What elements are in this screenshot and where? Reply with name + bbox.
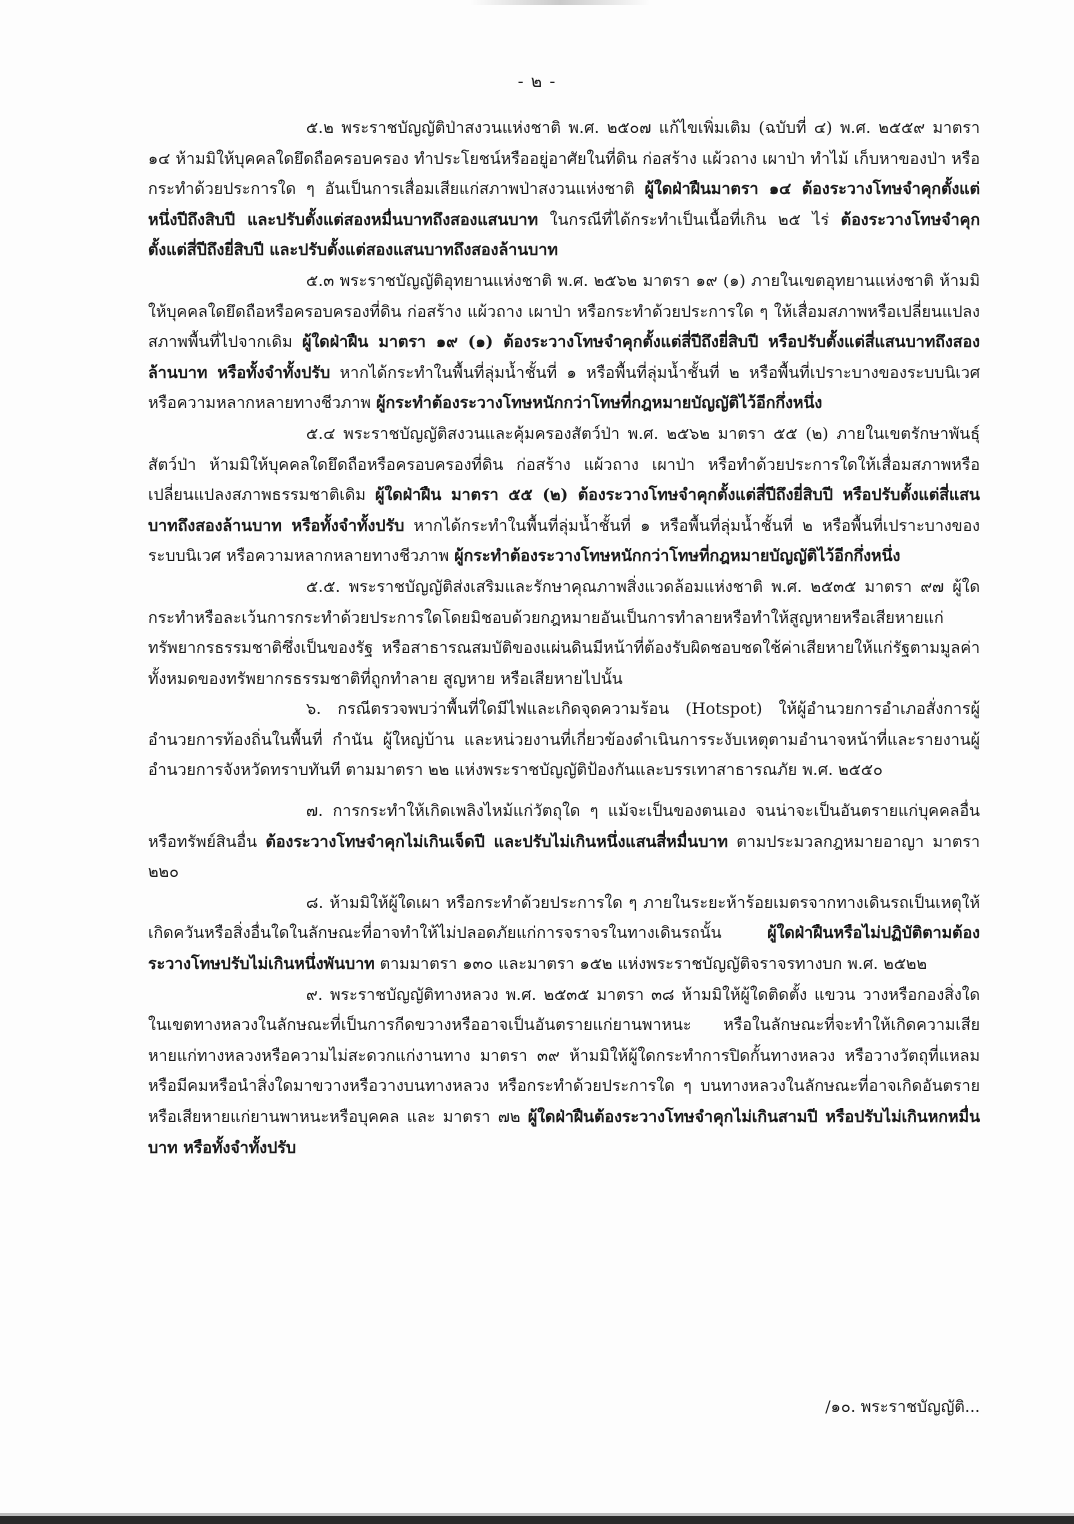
- paragraph-text: ตามมาตรา ๑๓๐ และมาตรา ๑๕๒ แห่งพระราชบัญญัติจราจรทางบก พ.ศ. ๒๕๒๒: [374, 954, 928, 974]
- page-number: - ๒ -: [517, 72, 557, 92]
- paragraph-text: ๕.๓ พระราชบัญญัติอุทยานแห่งชาติ พ.ศ. ๒๕๖๒ มาตรา ๑๙ (๑) ภายในเขตอุทยานแห่งชาติ ห้ามมิให้บุคคลใดยึดถือหรือครอบครองที่ดิน ก่อสร้าง แผ้วถาง เผาป่า หรือกระทำด้วยประการใด ๆ ให้เสื่อมสภาพหรือเปลี่ยนแปลงสภาพพื้นที่ไปจากเดิม: [148, 270, 980, 352]
- bold-penalty-text: ผู้ใดฝ่าฝืนหรือไม่ปฏิบัติตามต้องระวางโทษปรับไม่เกินหนึ่งพันบาท: [148, 923, 980, 974]
- bold-penalty-text: ผู้กระทำต้องระวางโทษหนักกว่าโทษที่กฎหมายบัญญัติไว้อีกกึ่งหนึ่ง: [454, 546, 901, 566]
- paragraph-5-5: [148, 572, 980, 694]
- bold-penalty-text: ผู้กระทำต้องระวางโทษหนักกว่าโทษที่กฎหมายบัญญัติไว้อีกกึ่งหนึ่ง: [376, 393, 823, 413]
- paragraph-text: ๕.๕. พระราชบัญญัติส่งเสริมและรักษาคุณภาพสิ่งแวดล้อมแห่งชาติ พ.ศ. ๒๕๓๕ มาตรา ๙๗ ผู้ใดกระทำหรือละเว้นการกระทำด้วยประการใดโดยมิชอบด้วยกฎหมายอันเป็นการทำลายหรือทำให้สูญหายหรือเสียหายแก่ทรัพยากรธรรมชาติซึ่งเป็นของรัฐ หรือสาธารณสมบัติของแผ่นดินมีหน้าที่ต้องรับผิดชอบชดใช้ค่าเสียหายให้แก่รัฐตามมูลค่าทั้งหมดของทรัพยากรธรรมชาติที่ถูกทำลาย สูญหาย หรือเสียหายไปนั้น: [148, 576, 980, 688]
- paragraph-9: [148, 980, 980, 1164]
- paragraph-text: ๕.๔ พระราชบัญญัติสงวนและคุ้มครองสัตว์ป่า พ.ศ. ๒๕๖๒ มาตรา ๕๕ (๒) ภายในเขตรักษาพันธุ์สัตว์ป่า ห้ามมิให้บุคคลใดยึดถือหรือครอบครองที่ดิน ก่อสร้าง แผ้วถาง เผาป่า หรือทำด้วยประการใดให้เสื่อมสภาพหรือเปลี่ยนแปลงสภาพธรรมชาติเดิม: [148, 423, 980, 505]
- paragraph-5-4: [148, 419, 980, 572]
- document-body: [148, 113, 980, 1163]
- paragraph-text: หากได้กระทำในพื้นที่ลุ่มน้ำชั้นที่ ๑ หรือพื้นที่ลุ่มน้ำชั้นที่ ๒ หรือพื้นที่เปราะบางของระบบนิเวศ หรือความหลากหลายทางชีวภาพ: [148, 515, 980, 566]
- paragraph-text: ในกรณีที่ได้กระทำเป็นเนื้อที่เกิน ๒๕ ไร่: [538, 209, 841, 229]
- paragraph-text: หากได้กระทำในพื้นที่ลุ่มน้ำชั้นที่ ๑ หรือพื้นที่ลุ่มน้ำชั้นที่ ๒ หรือพื้นที่เปราะบางของระบบนิเวศ หรือความหลากหลายทางชีวภาพ: [148, 362, 980, 413]
- scan-artifact: [470, 0, 650, 5]
- scan-edge: [0, 1516, 1074, 1524]
- paragraph-8: [148, 888, 980, 980]
- bold-penalty-text: ผู้ใดฝ่าฝืน มาตรา ๕๕ (๒) ต้องระวางโทษจำคุกตั้งแต่สี่ปีถึงยี่สิบปี หรือปรับตั้งแต่สี่แสนบาทถึงสองล้านบาท หรือทั้งจำทั้งปรับ: [148, 485, 980, 535]
- continuation-marker: /๑๐. พระราชบัญญัติ...: [825, 1397, 980, 1416]
- bold-penalty-text: ต้องระวางโทษจำคุกไม่เกินเจ็ดปี และปรับไม่เกินหนึ่งแสนสี่หมื่นบาท: [265, 831, 728, 851]
- paragraph-text: ๘. ห้ามมิให้ผู้ใดเผา หรือกระทำด้วยประการใด ๆ ภายในระยะห้าร้อยเมตรจากทางเดินรถเป็นเหตุให้เกิดควันหรือสิ่งอื่นใดในลักษณะที่อาจทำให้ไม่ปลอดภัยแก่การจราจรในทางเดินรถนั้น: [148, 892, 980, 943]
- paragraph-7: [148, 796, 980, 888]
- paragraph-text: ๕.๒ พระราชบัญญัติป่าสงวนแห่งชาติ พ.ศ. ๒๕๐๗ แก้ไขเพิ่มเติม (ฉบับที่ ๔) พ.ศ. ๒๕๕๙ มาตรา ๑๔ ห้ามมิให้บุคคลใดยึดถือครอบครอง ทำประโยชน์หรืออยู่อาศัยในที่ดิน ก่อสร้าง แผ้วถาง เผาป่า ทำไม้ เก็บหาของป่า หรือกระทำด้วยประการใด ๆ อันเป็นการเสื่อมเสียแก่สภาพป่าสงวนแห่งชาติ: [148, 118, 980, 199]
- bold-penalty-text: ผู้ใดฝ่าฝืน มาตรา ๑๙ (๑) ต้องระวางโทษจำคุกตั้งแต่สี่ปีถึงยี่สิบปี หรือปรับตั้งแต่สี่แสนบาทถึงสองล้านบาท หรือทั้งจำทั้งปรับ: [148, 332, 980, 382]
- paragraph-6: [148, 694, 980, 786]
- paragraph-text: ตามประมวลกฎหมายอาญา มาตรา ๒๒๐: [148, 831, 980, 882]
- bold-penalty-text: ผู้ใดฝ่าฝืนต้องระวางโทษจำคุกไม่เกินสามปี หรือปรับไม่เกินหกหมื่นบาท หรือทั้งจำทั้งปรับ: [148, 1107, 981, 1157]
- paragraph-text: ๗. การกระทำให้เกิดเพลิงไหม้แก่วัตถุใด ๆ แม้จะเป็นของตนเอง จนน่าจะเป็นอันตรายแก่บุคคลอื่นหรือทรัพย์สินอื่น: [148, 801, 980, 851]
- paragraph-text: ๖. กรณีตรวจพบว่าพื้นที่ใดมีไฟและเกิดจุดความร้อน (Hotspot) ให้ผู้อำนวยการอำเภอสั่งการผู้อำนวยการท้องถิ่นในพื้นที่ กำนัน ผู้ใหญ่บ้าน และหน่วยงานที่เกี่ยวข้องดำเนินการระงับเหตุตามอำนาจหน้าที่และรายงานผู้อำนวยการจังหวัดทราบทันที ตามมาตรา ๒๒ แห่งพระราชบัญญัติป้องกันและบรรเทาสาธารณภัย พ.ศ. ๒๕๕๐: [148, 699, 980, 780]
- paragraph-5-2: [148, 113, 980, 266]
- paragraph-5-3: [148, 266, 980, 419]
- paragraph-text: ๙. พระราชบัญญัติทางหลวง พ.ศ. ๒๕๓๕ มาตรา ๓๘ ห้ามมิให้ผู้ใดติดตั้ง แขวน วางหรือกองสิ่งใดในเขตทางหลวงในลักษณะที่เป็นการกีดขวางหรืออาจเป็นอันตรายแก่ยานพาหนะ หรือในลักษณะที่จะทำให้เกิดความเสียหายแก่ทางหลวงหรือความไม่สะดวกแก่งานทาง มาตรา ๓๙ ห้ามมิให้ผู้ใดกระทำการปิดกั้นทางหลวง หรือวางวัตถุที่แหลมหรือมีคมหรือนำสิ่งใดมาขวางหรือวางบนทางหลวง หรือกระทำด้วยประการใด ๆ บนทางหลวงในลักษณะที่อาจเกิดอันตรายหรือเสียหายแก่ยานพาหนะหรือบุคคล และ มาตรา ๗๒: [148, 984, 980, 1126]
- bold-penalty-text: ต้องระวางโทษจำคุกตั้งแต่สี่ปีถึงยี่สิบปี และปรับตั้งแต่สองแสนบาทถึงสองล้านบาท: [148, 209, 981, 260]
- bold-penalty-text: ผู้ใดฝ่าฝืนมาตรา ๑๔ ต้องระวางโทษจำคุกตั้งแต่หนึ่งปีถึงสิบปี และปรับตั้งแต่สองหมื่นบาทถึงสองแสนบาท: [148, 179, 981, 229]
